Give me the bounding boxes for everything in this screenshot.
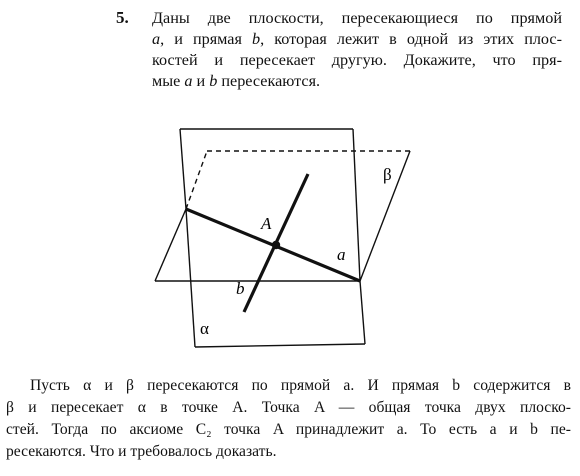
- problem-line-3-text: костей и пересекает другую. Докажите, что пря-: [152, 51, 562, 69]
- solution-line-4: ресекаются. Что и требовалось доказать.: [6, 443, 277, 460]
- problem-number: 5.: [116, 8, 129, 27]
- solution-line-3: стей. Тогда по аксиоме C₂ точка A принадлежит a. То есть a и b пе-: [6, 421, 571, 438]
- problem-line-4-text-c: пересекаются.: [217, 72, 321, 90]
- problem-line-2-text-a: , и прямая: [160, 30, 252, 48]
- plane-alpha: [180, 129, 365, 347]
- label-alpha: α: [200, 319, 209, 338]
- line-b-italic-2: b: [209, 72, 218, 90]
- problem-line-4-text-b: и: [192, 72, 210, 90]
- solution-text: [6, 375, 571, 463]
- problem-line-1: [152, 8, 562, 29]
- label-line-b: b: [236, 279, 245, 298]
- problem-line-1-text: Даны две плоскости, пересекающиеся по прямой: [152, 9, 562, 27]
- label-beta: β: [383, 165, 392, 184]
- line-a-italic: a: [152, 30, 161, 48]
- label-point-a: A: [261, 214, 272, 233]
- line-b-italic: b: [252, 30, 261, 48]
- problem-text: [152, 8, 562, 92]
- problem-line-2: [152, 29, 562, 50]
- planes-figure: [140, 118, 430, 358]
- solution-line-2: β и пересекает α в точке A. Точка A — общая точка двух плоско-: [6, 399, 571, 416]
- problem-line-2-text-b: , которая лежит в одной из этих плос-: [260, 30, 563, 48]
- problem-line-3: [152, 50, 562, 71]
- point-a-dot: [272, 241, 280, 249]
- plane-beta: [155, 151, 410, 281]
- solution-line-1: [6, 375, 571, 397]
- problem-line-4-text-a: мые: [152, 72, 185, 90]
- label-line-a: a: [337, 245, 346, 264]
- problem-line-4: [152, 71, 562, 92]
- line-a-italic-2: a: [184, 72, 193, 90]
- solution-line-1-text: Пусть α и β пересекаются по прямой a. И прямая b содержится в: [30, 377, 571, 394]
